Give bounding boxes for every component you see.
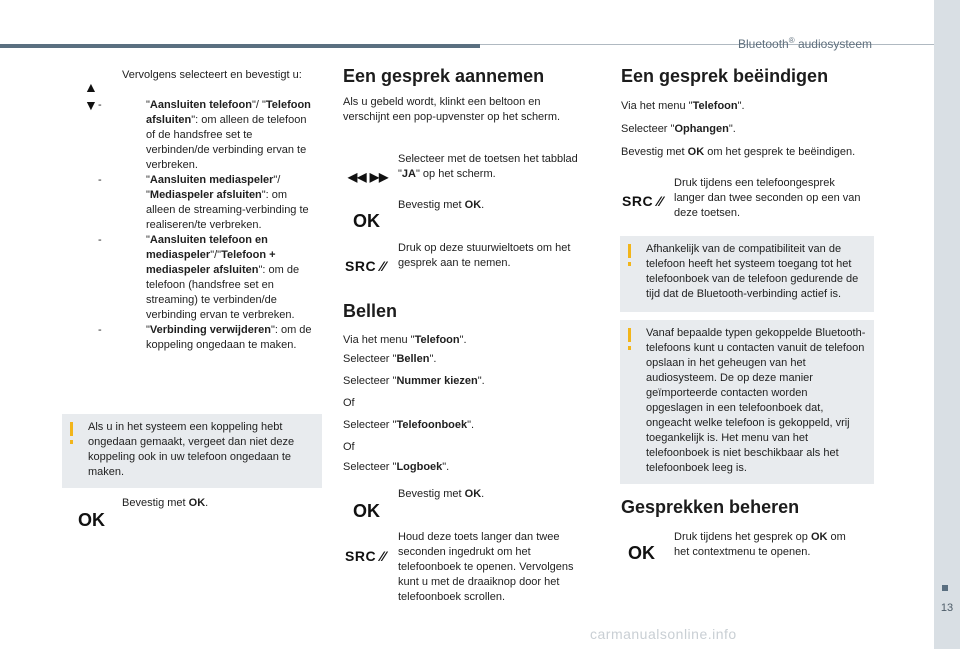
info-icon [628,244,631,258]
select-text: Selecteer "Logboek". [343,461,450,473]
section-title: Een gesprek aannemen [343,66,545,86]
confirm-text: Bevestig met OK. [122,497,209,509]
select-tab-text: Selecteer met de toetsen het tabblad "JA" op het scherm. [398,153,578,180]
side-margin-bar [934,0,960,649]
press-text: Druk tijdens een telefoongesprek langer dan twee seconden op een van deze toetsen. [674,177,861,219]
page-marker [942,585,948,591]
confirm-text: Bevestig met OK om het gesprek te beëindigen. [621,146,856,158]
page-header: Bluetooth® audiosysteem [738,36,872,51]
confirm-text: Bevestig met OK. [398,199,485,211]
page-number: 13 [940,602,954,614]
src-phone-icon: SRC ⁄⁄ [622,193,664,209]
src-phone-icon: SRC ⁄⁄ [345,258,387,274]
section-title: Bellen [343,301,398,321]
info-note: Afhankelijk van de compatibiliteit van de telefoon heeft het systeem toegang tot het telefoonboek van de telefoon gedurende de tijd dat de Bluetooth-verbinding actief is. [620,236,874,312]
info-note: Vanaf bepaalde typen gekoppelde Bluetooth-telefoons kunt u contacten vanuit de telefoon opslaan in het geheugen van het audiosysteem. De op deze manier geïmporteerde contacten worden opgeslagen in een telefoonboek dat, ongeacht welke telefoon is gekoppeld, vrij toegankelijk is. Het menu van het telefoonboek is niet beschikbaar als het telefoonboek leeg is. [620,320,874,484]
watermark: carmanualsonline.info [590,626,737,642]
or-text: Of [343,441,355,453]
src-phone-icon: SRC ⁄⁄ [345,548,387,564]
ok-button-icon: OK [78,510,105,530]
info-note: Als u in het systeem een koppeling hebt ongedaan gemaakt, vergeet dan niet deze koppeling ook in uw telefoon ongedaan te maken. [62,414,322,488]
select-text: Selecteer "Telefoonboek". [343,419,475,431]
paragraph: Als u gebeld wordt, klinkt een beltoon en verschijnt een pop-upvenster op het scherm. [343,96,561,123]
menu-text: Via het menu "Telefoon". [343,334,467,346]
context-menu-text: Druk tijdens het gesprek op OK om het contextmenu te openen. [674,531,846,558]
ok-button-icon: OK [628,543,655,563]
list-item: - "Aansluiten mediaspeler"/ "Mediaspeler afsluiten": om alleen de streaming-verbinding te realiseren/te verbreken. [98,174,309,231]
up-down-arrow-icon: ▲ ▼ [84,79,98,113]
menu-text: Via het menu "Telefoon". [621,100,745,112]
col1-option-list [98,98,312,353]
info-icon [70,422,73,436]
select-text: Selecteer "Ophangen". [621,123,736,135]
confirm-text: Bevestig met OK. [398,488,485,500]
list-item: - "Aansluiten telefoon"/ "Telefoon afsluiten": om alleen de telefoon of de handsfree set te verbinden/de verbinding ervan te verbreken. [98,99,311,171]
section-title: Gesprekken beheren [621,497,800,517]
ok-button-icon: OK [353,501,380,521]
select-text: Selecteer "Nummer kiezen". [343,375,485,387]
col1-intro: Vervolgens selecteert en bevestigt u: [122,69,302,81]
hold-text: Houd deze toets langer dan twee seconden ingedrukt om het telefoonboek te openen. Vervolgens kunt u met de draaiknop door het telefoonboek scrollen. [398,531,574,603]
header-bar [0,44,480,48]
ok-button-icon: OK [353,211,380,231]
or-text: Of [343,397,355,409]
list-item: - "Aansluiten telefoon en mediaspeler"/"Telefoon + mediaspeler afsluiten": om de telefoon (handsfree set en streaming) te verbinden/de verbinding ervan te verbreken. [98,234,300,321]
info-icon [628,328,631,342]
section-title: Een gesprek beëindigen [621,66,829,86]
seek-arrows-icon: ◀◀ ▶▶ [348,170,389,184]
list-item: - "Verbinding verwijderen": om de koppeling ongedaan te maken. [98,324,312,351]
press-text: Druk op deze stuurwieltoets om het gesprek aan te nemen. [398,242,571,269]
select-text: Selecteer "Bellen". [343,353,437,365]
